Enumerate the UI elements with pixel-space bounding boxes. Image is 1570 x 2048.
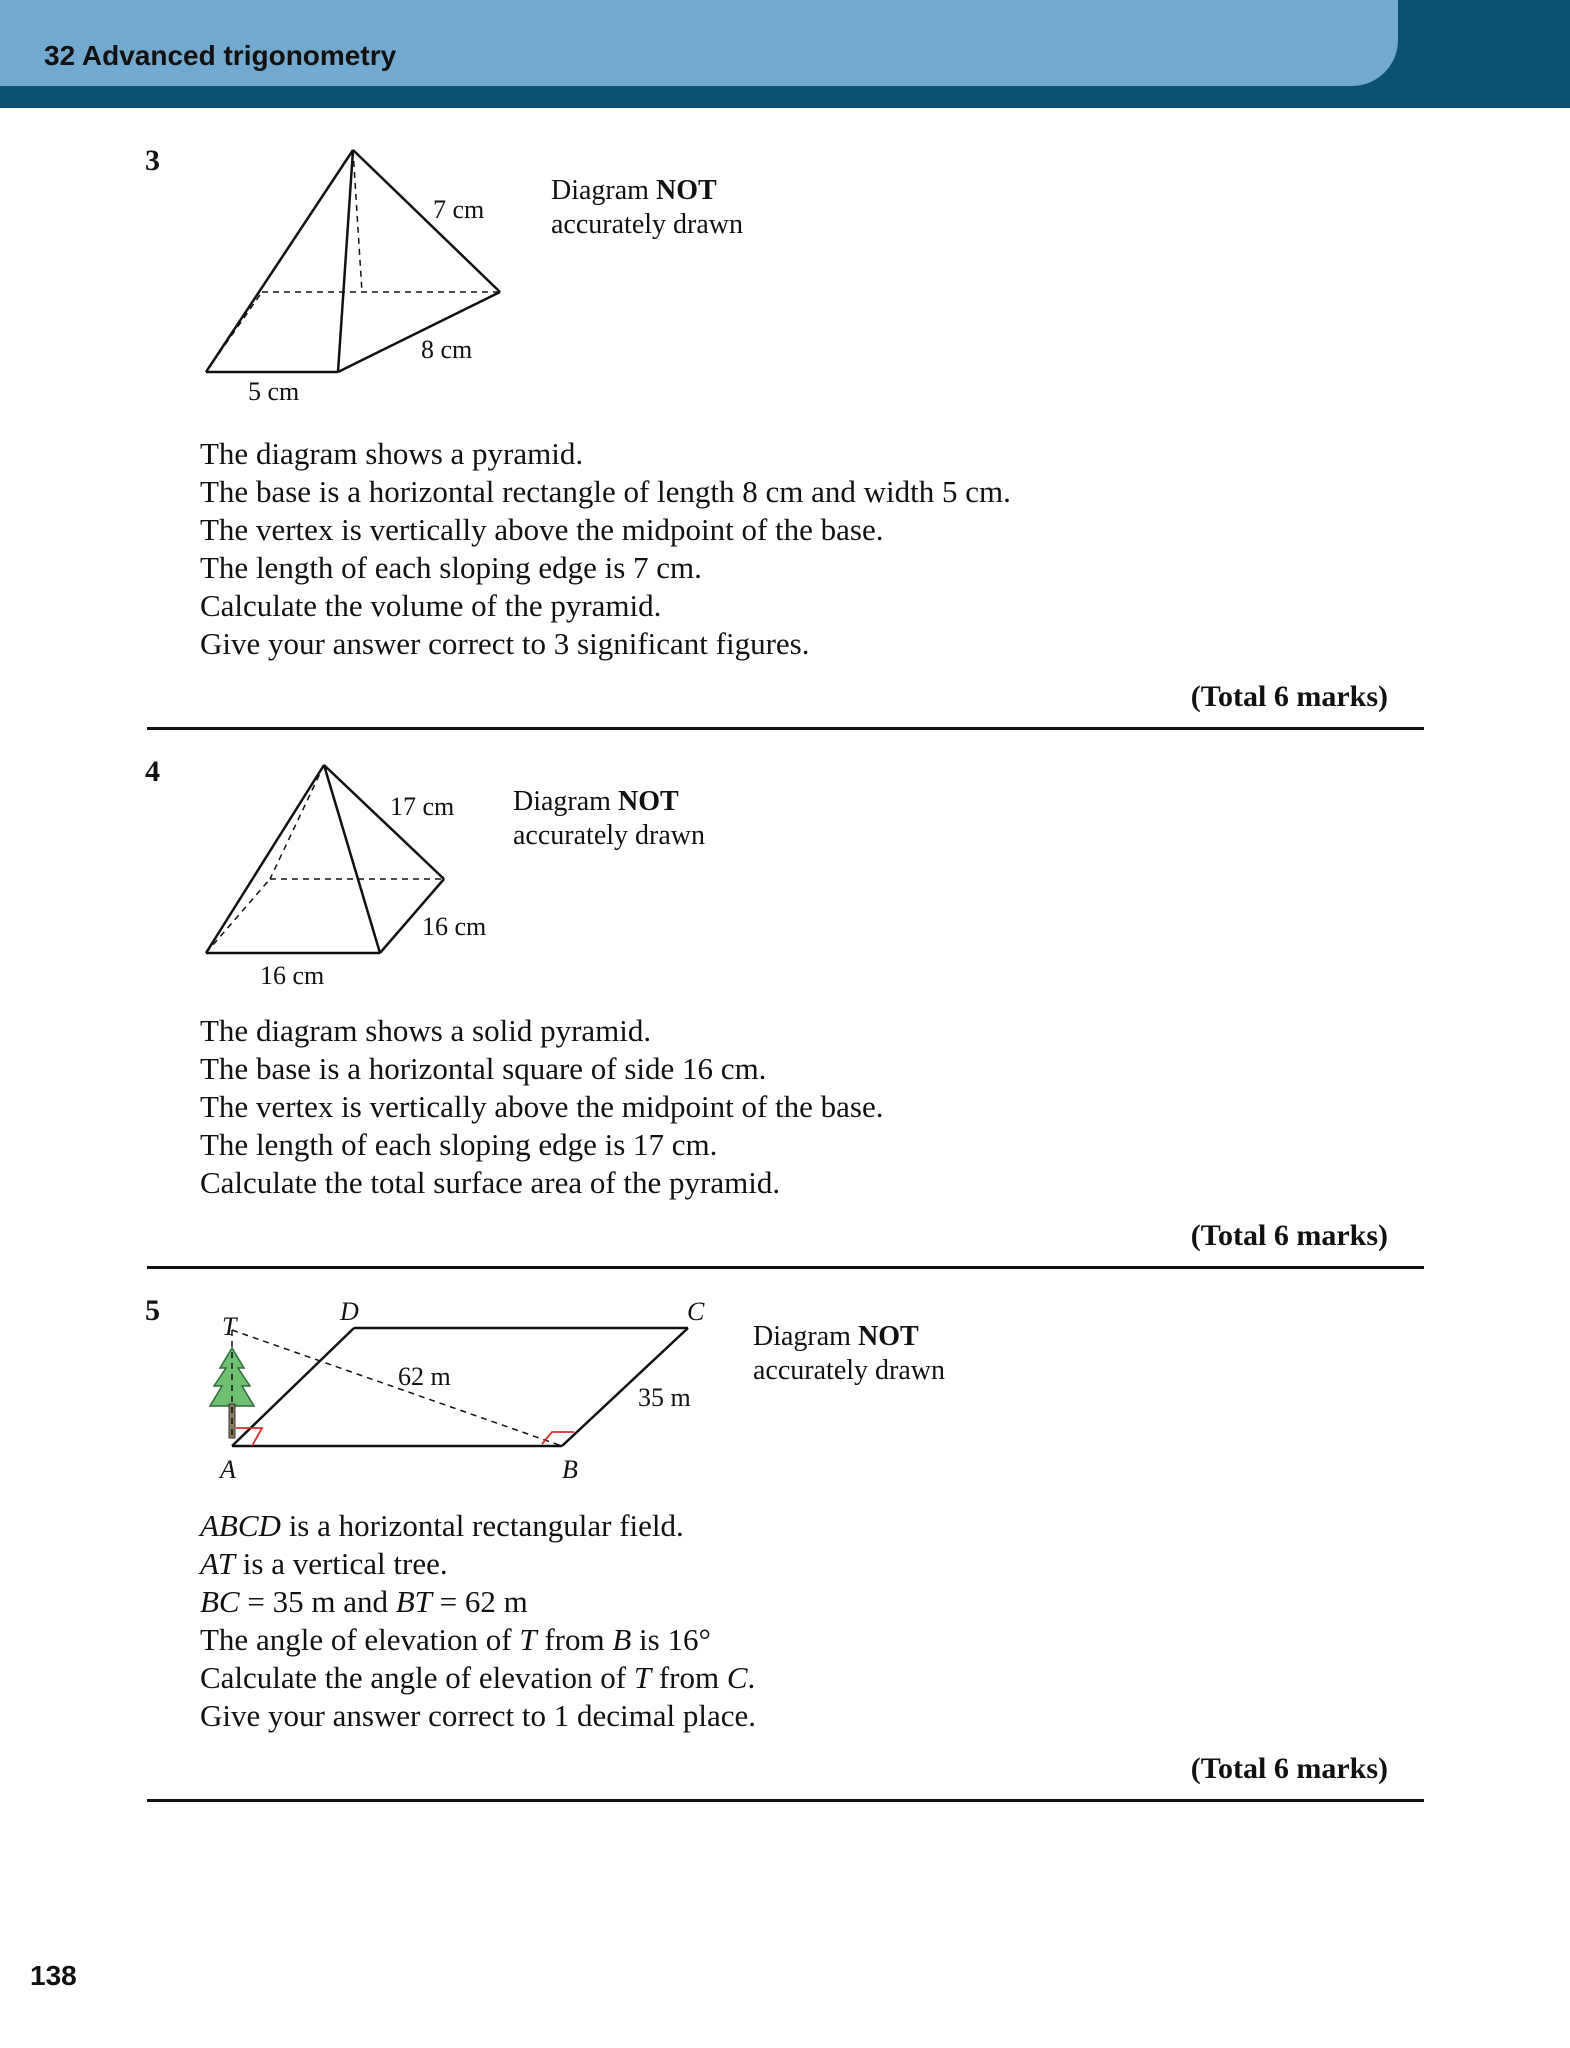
question-text <box>200 1012 884 1202</box>
question-number: 4 <box>145 755 160 788</box>
divider <box>147 1799 1424 1802</box>
divider <box>147 1266 1424 1269</box>
text-line: The base is a horizontal rectangle of length 8 cm and width 5 cm. <box>200 474 1011 509</box>
field-diagram-q5 <box>190 1290 750 1490</box>
label-b: B <box>562 1455 578 1484</box>
text-line: AT is a vertical tree. <box>200 1546 448 1581</box>
note-text: Diagram <box>753 1321 858 1352</box>
page-number: 138 <box>30 1960 77 1991</box>
text-line: The diagram shows a solid pyramid. <box>200 1013 652 1048</box>
diagram-note <box>513 785 705 853</box>
note-bold: NOT <box>857 1321 919 1352</box>
hidden-edge <box>206 879 270 953</box>
note-text: accurately drawn <box>513 820 705 851</box>
text-line: The angle of elevation of T from B is 16° <box>200 1622 711 1657</box>
tree-icon <box>210 1330 254 1438</box>
chapter-title: 32 Advanced trigonometry <box>44 40 397 71</box>
label-bc: 35 m <box>638 1383 691 1412</box>
base-edge <box>338 292 500 372</box>
question-text <box>200 1507 756 1735</box>
label-bt: 62 m <box>398 1362 451 1391</box>
height-line <box>353 150 362 292</box>
divider <box>147 727 1424 730</box>
text-line: Give your answer correct to 1 decimal place. <box>200 1698 757 1733</box>
label-c: C <box>687 1297 705 1326</box>
text-line: The vertex is vertically above the midpoint of the base. <box>200 512 884 547</box>
question-number: 3 <box>145 144 160 177</box>
diagram-note <box>551 174 743 242</box>
note-bold: NOT <box>655 175 717 206</box>
note-text: Diagram <box>551 175 656 206</box>
question-number: 5 <box>145 1294 160 1327</box>
total-marks: (Total 6 marks) <box>1190 680 1388 713</box>
note-text: accurately drawn <box>551 209 743 240</box>
text-line: The length of each sloping edge is 17 cm. <box>200 1127 718 1162</box>
text-line: Give your answer correct to 3 significant figures. <box>200 626 810 661</box>
pyramid-diagram-q3 <box>190 140 520 420</box>
text-line: The diagram shows a pyramid. <box>200 436 584 471</box>
diagram-note <box>753 1320 945 1388</box>
label-width: 5 cm <box>248 377 300 406</box>
label-a: A <box>220 1455 236 1484</box>
sloping-edge <box>206 150 353 372</box>
note-text: accurately drawn <box>753 1355 945 1386</box>
hidden-edge <box>270 765 324 879</box>
label-d: D <box>340 1297 359 1326</box>
text-line: Calculate the angle of elevation of T from C. <box>200 1660 756 1695</box>
label-side: 16 cm <box>260 961 325 990</box>
text-line: Calculate the volume of the pyramid. <box>200 588 662 623</box>
total-marks: (Total 6 marks) <box>1190 1752 1388 1785</box>
text-line: The vertex is vertically above the midpoint of the base. <box>200 1089 884 1124</box>
text-line: The base is a horizontal square of side 16 cm. <box>200 1051 767 1086</box>
label-t: T <box>222 1312 237 1341</box>
label-slant: 7 cm <box>433 195 485 224</box>
label-slant: 17 cm <box>390 792 455 821</box>
note-text: Diagram <box>513 786 618 817</box>
pyramid-diagram-q4 <box>190 755 520 995</box>
sloping-edge <box>206 765 324 953</box>
text-line: ABCD is a horizontal rectangular field. <box>200 1508 684 1543</box>
label-side: 16 cm <box>422 912 487 941</box>
note-bold: NOT <box>617 786 679 817</box>
label-length: 8 cm <box>421 335 473 364</box>
question-text <box>200 435 1011 663</box>
text-line: BC = 35 m and BT = 62 m <box>200 1584 528 1619</box>
text-line: Calculate the total surface area of the pyramid. <box>200 1165 781 1200</box>
sloping-edge <box>338 150 353 372</box>
line-bt <box>232 1330 562 1446</box>
total-marks: (Total 6 marks) <box>1190 1219 1388 1252</box>
text-line: The length of each sloping edge is 7 cm. <box>200 550 702 585</box>
